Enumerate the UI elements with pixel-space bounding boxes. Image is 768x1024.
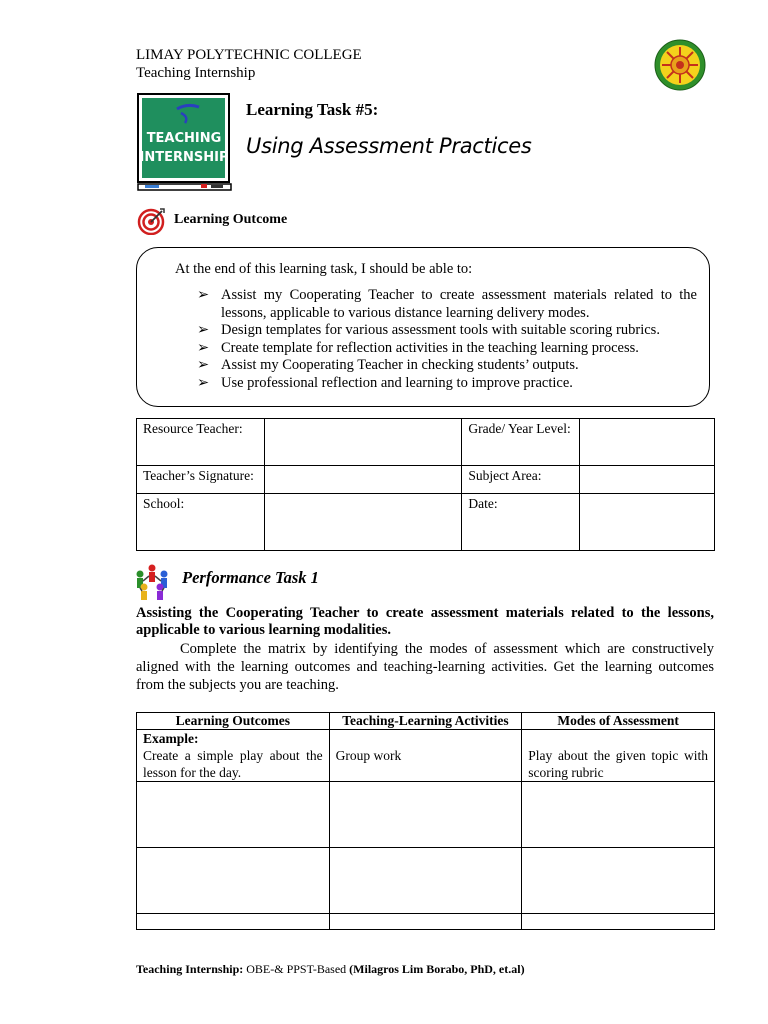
bullet-arrow-icon: ➢ [197,357,210,373]
resource-teacher-label: Resource Teacher: [137,419,265,466]
column-header: Modes of Assessment [522,713,715,730]
table-row [137,494,715,551]
task-number: Learning Task #5: [246,100,379,119]
table-header-row [137,713,715,730]
people-circle-icon [132,563,172,601]
example-assessment: Play about the given topic with scoring rubric [528,748,708,780]
date-field[interactable] [580,494,715,551]
column-header: Learning Outcomes [137,713,330,730]
list-item: ➢ Assist my Cooperating Teacher in checking students’ outputs. [197,357,579,373]
table-row [137,730,715,782]
bullet-arrow-icon: ➢ [197,374,210,391]
page-footer [136,962,525,977]
bullet-arrow-icon: ➢ [197,339,210,356]
table-row [137,782,715,848]
subject-area-label: Subject Area: [462,466,580,494]
assessment-input-cell[interactable] [522,848,715,914]
example-outcome-cell [137,730,330,782]
resource-teacher-field[interactable] [264,419,462,466]
performance-task-heading: Assisting the Cooperating Teacher to create assessment materials related to the lessons, applicable to various learning modalities. [136,605,714,638]
assessment-matrix-table [136,712,715,930]
bullet-arrow-icon: ➢ [197,322,210,338]
learning-outcome-intro: At the end of this learning task, I should be able to: [175,261,473,277]
performance-task-instructions: Complete the matrix by identifying the modes of assessment which are constructively aligned with the learning outcomes and teaching-learning activities. Get the learning outcomes from the subjects you are teaching. [136,641,714,693]
signature-field[interactable] [264,466,462,494]
logo-text-2: INTERNSHIP [139,150,229,165]
example-activity: Group work [335,748,402,763]
college-seal-logo [654,39,706,91]
footer-label: Teaching Internship: [136,962,244,976]
footer-basis: OBE-& PPST-Based [246,962,347,976]
bullet-arrow-icon: ➢ [197,287,210,303]
program-name: Teaching Internship [136,65,256,81]
list-item: ➢ Create template for reflection activities in the teaching learning process. [197,339,639,356]
outcome-input-cell[interactable] [137,782,330,848]
example-outcome: Create a simple play about the lesson for the day. [143,748,323,780]
assessment-input-cell[interactable] [522,914,715,930]
teaching-internship-board-logo [137,93,232,195]
table-row [137,914,715,930]
target-icon [137,207,165,235]
example-label: Example: [143,731,199,746]
grade-level-label: Grade/ Year Level: [462,419,580,466]
example-activity-cell [329,730,522,782]
activity-input-cell[interactable] [329,782,522,848]
outcome-input-cell[interactable] [137,914,330,930]
outcome-input-cell[interactable] [137,848,330,914]
logo-text-1: TEACHING [146,131,222,146]
table-row [137,848,715,914]
college-name: LIMAY POLYTECHNIC COLLEGE [136,47,362,63]
list-item: ➢ Design templates for various assessment tools with suitable scoring rubrics. [197,322,660,338]
date-label: Date: [462,494,580,551]
task-title: Using Assessment Practices [246,134,532,158]
list-item: ➢ Use professional reflection and learning to improve practice. [197,374,573,391]
footer-author: (Milagros Lim Borabo, PhD, et.al) [349,962,525,976]
grade-level-field[interactable] [580,419,715,466]
learning-outcome-label: Learning Outcome [174,212,288,227]
activity-input-cell[interactable] [329,914,522,930]
performance-task-title: Performance Task 1 [182,568,319,587]
activity-input-cell[interactable] [329,848,522,914]
info-table [136,418,715,551]
list-item: ➢ Assist my Cooperating Teacher to create assessment materials related to the lessons, applicable to various distance learning delivery modes. [197,287,697,321]
table-row [137,419,715,466]
school-field[interactable] [264,494,462,551]
school-label: School: [137,494,265,551]
signature-label: Teacher’s Signature: [137,466,265,494]
assessment-input-cell[interactable] [522,782,715,848]
example-assessment-cell [522,730,715,782]
subject-area-field[interactable] [580,466,715,494]
table-row [137,466,715,494]
learning-outcome-list [197,287,697,392]
column-header: Teaching-Learning Activities [329,713,522,730]
